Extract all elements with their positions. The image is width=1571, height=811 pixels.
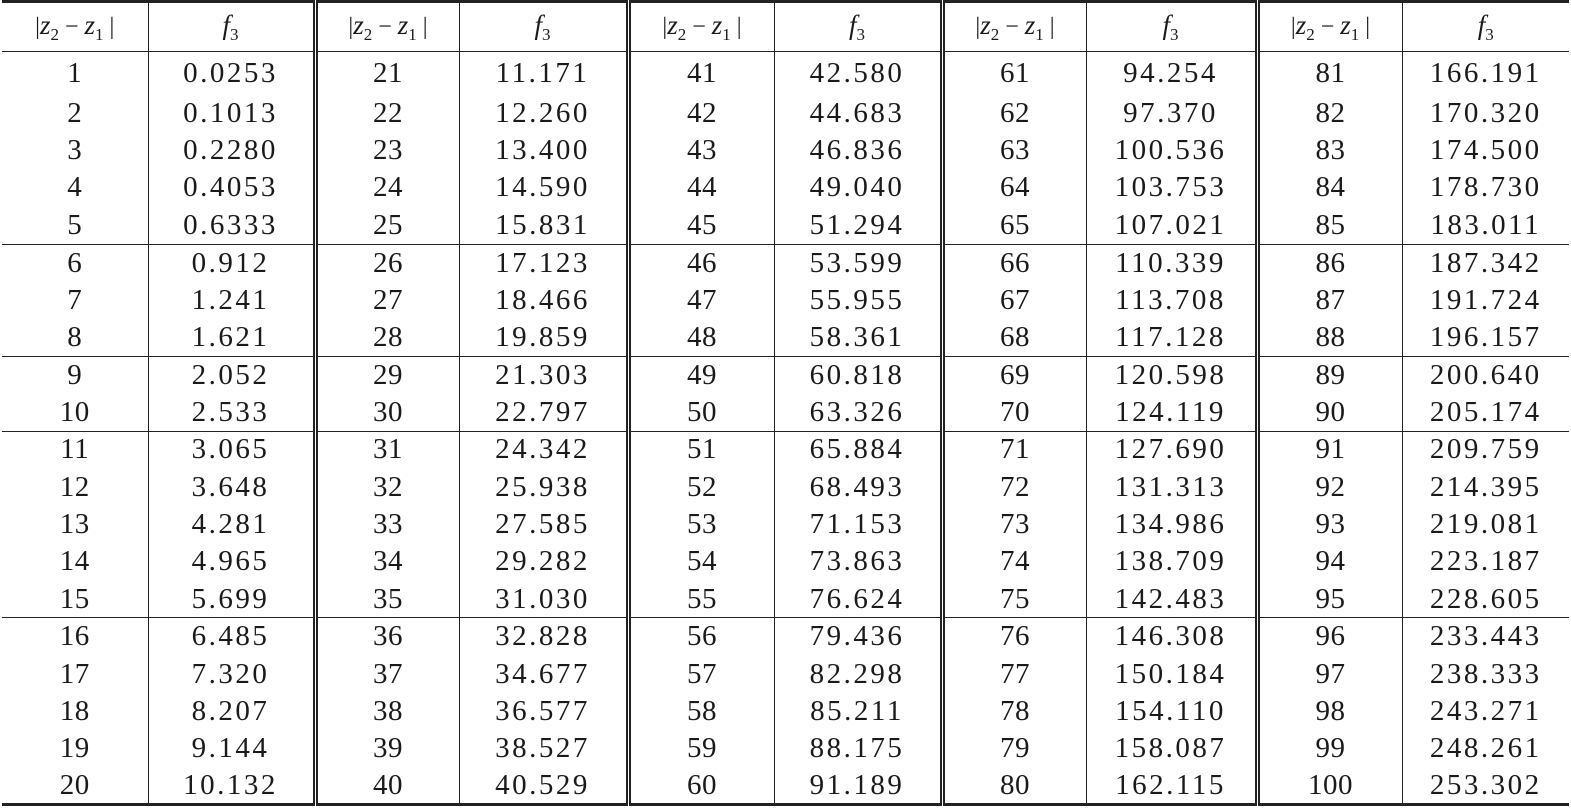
header-f-sub: 3 (856, 24, 865, 44)
f3-value-cell: 22.797 (459, 394, 628, 431)
f3-value-cell: 124.119 (1086, 394, 1257, 431)
z-diff-cell: 33 (315, 506, 459, 543)
f3-value-cell: 13.400 (459, 132, 628, 169)
f3-value-cell: 8.207 (148, 693, 315, 730)
f3-value-cell: 100.536 (1086, 132, 1257, 169)
z-diff-cell: 99 (1257, 730, 1402, 767)
header-z-part: | (348, 13, 354, 40)
f3-value-cell: 200.640 (1402, 356, 1569, 393)
f3-value-cell: 178.730 (1429, 171, 1542, 204)
f3-value-cell: 150.184 (1086, 655, 1257, 692)
z-diff-cell: 78 (942, 693, 1086, 730)
z-diff-cell: 26 (315, 244, 459, 281)
f3-value-cell: 154.110 (1086, 693, 1257, 730)
z-diff-cell: 7 (2, 281, 148, 318)
f3-value-cell: 9.144 (148, 730, 315, 767)
header-f3-1 (148, 2, 315, 52)
z-diff-cell: 69 (942, 356, 1086, 393)
z-diff-cell: 40 (315, 768, 459, 805)
f3-value-cell: 58.361 (774, 319, 942, 356)
f3-value-cell: 94.254 (1086, 52, 1257, 95)
z-diff-cell: 49 (628, 356, 774, 393)
z-diff-cell: 60 (628, 768, 774, 805)
header-f-part: f (1162, 9, 1170, 40)
f3-value-cell: 3.648 (148, 468, 315, 505)
z-diff-cell: 9 (2, 356, 148, 393)
z-diff-cell: 38 (315, 693, 459, 730)
f3-value-cell: 131.313 (1086, 468, 1257, 505)
f3-value-cell: 24.342 (459, 431, 628, 468)
z-diff-cell: 32 (315, 468, 459, 505)
z-diff-cell: 50 (628, 394, 774, 431)
table-row (2, 543, 1569, 580)
z-diff-cell: 75 (942, 581, 1086, 618)
z-diff-cell: 25 (315, 207, 459, 244)
table-row (2, 52, 1569, 95)
header-f-sub: 3 (1485, 24, 1494, 44)
z-diff-cell: 55 (628, 581, 774, 618)
f3-value-cell: 170.320 (1429, 96, 1542, 129)
header-f-part: f (534, 9, 542, 40)
header-z-part: 2 (50, 24, 59, 44)
f3-value-cell: 209.759 (1402, 431, 1569, 468)
f3-value-cell: 107.021 (1086, 207, 1257, 244)
f3-value-cell: 191.724 (1429, 283, 1542, 316)
f3-value-cell: 21.303 (459, 356, 628, 393)
f3-value-cell: 46.836 (774, 132, 942, 169)
f3-value-cell: 17.123 (459, 244, 628, 281)
f3-value-cell: 71.153 (774, 506, 942, 543)
z-diff-cell: 92 (1257, 468, 1402, 505)
header-f-part: f (222, 9, 230, 40)
header-z-diff-1 (2, 2, 148, 52)
f3-value-cell: 120.598 (1086, 356, 1257, 393)
z-diff-cell: 64 (942, 169, 1086, 206)
header-z-part: z (1024, 9, 1036, 40)
f3-value-cell: 27.585 (459, 506, 628, 543)
z-diff-cell: 1 (2, 52, 148, 95)
f3-value-cell: 79.436 (774, 618, 942, 655)
z-diff-cell: 77 (942, 655, 1086, 692)
header-z-part: 1 (722, 24, 731, 44)
header-z-part: z (711, 9, 723, 40)
f3-value-cell: 6.485 (148, 618, 315, 655)
f3-value-cell: 233.443 (1402, 618, 1569, 655)
table-row (2, 207, 1569, 244)
z-diff-cell: 3 (2, 132, 148, 169)
f3-value-cell: 2.533 (148, 394, 315, 431)
z-diff-cell: 72 (942, 468, 1086, 505)
header-f-sub: 3 (542, 24, 551, 44)
f3-value-cell: 63.326 (774, 394, 942, 431)
header-f3-5 (1402, 2, 1569, 52)
f3-value-table (2, 0, 1569, 806)
table-row (2, 506, 1569, 543)
header-z-part: | (103, 13, 115, 40)
header-z-part: 2 (363, 24, 373, 44)
f3-value-cell: 187.342 (1402, 244, 1569, 281)
z-diff-cell: 57 (628, 655, 774, 692)
z-diff-cell: 22 (315, 95, 459, 132)
z-diff-cell: 21 (315, 52, 459, 95)
header-z-part: − (686, 13, 712, 40)
table-row (2, 95, 1569, 132)
z-diff-cell: 46 (628, 244, 774, 281)
f3-value-cell: 196.157 (1429, 320, 1542, 353)
header-z-part: z (667, 9, 678, 40)
header-z-part: 1 (1035, 24, 1044, 44)
f3-value-cell: 0.912 (148, 244, 315, 281)
z-diff-cell: 81 (1257, 52, 1402, 95)
z-diff-cell: 18 (2, 693, 148, 730)
f3-value-cell: 0.0253 (148, 52, 315, 95)
f3-value-cell: 91.189 (774, 768, 942, 805)
z-diff-cell: 16 (2, 618, 148, 655)
f3-value-cell: 19.859 (459, 319, 628, 356)
f3-value-cell: 73.863 (774, 543, 942, 580)
header-z-part: 2 (677, 24, 687, 44)
z-diff-cell: 30 (315, 394, 459, 431)
header-f3-4 (1086, 2, 1257, 52)
f3-value-cell: 3.065 (148, 431, 315, 468)
table-body (2, 52, 1569, 805)
header-z-part: | (1290, 13, 1296, 40)
header-f3-3 (774, 2, 942, 52)
z-diff-cell: 88 (1257, 319, 1402, 356)
header-z-part: z (980, 9, 991, 40)
header-z-part: 2 (1306, 24, 1315, 44)
table-row (2, 618, 1569, 655)
header-z-part: z (39, 9, 51, 40)
z-diff-cell: 73 (942, 506, 1086, 543)
f3-value-cell: 228.605 (1429, 582, 1542, 615)
z-diff-cell: 28 (315, 319, 459, 356)
f3-value-cell: 113.708 (1086, 281, 1257, 318)
z-diff-cell: 37 (315, 655, 459, 692)
f3-value-cell: 174.500 (1429, 134, 1542, 167)
f3-value-cell: 42.580 (774, 52, 942, 95)
z-diff-cell: 48 (628, 319, 774, 356)
z-diff-cell: 19 (2, 730, 148, 767)
f3-value-cell: 238.333 (1429, 657, 1542, 690)
z-diff-cell: 17 (2, 655, 148, 692)
f3-value-cell: 4.965 (148, 543, 315, 580)
f3-value-cell: 32.828 (459, 618, 628, 655)
table-row (2, 431, 1569, 468)
f3-value-cell: 12.260 (459, 95, 628, 132)
table-row (2, 394, 1569, 431)
z-diff-cell: 8 (2, 319, 148, 356)
f3-value-cell: 15.831 (459, 207, 628, 244)
f3-value-cell: 18.466 (459, 281, 628, 318)
table-row (2, 169, 1569, 206)
header-z-part: z (397, 9, 409, 40)
header-z-part: − (58, 13, 85, 40)
table-row (2, 730, 1569, 767)
header-z-part: | (35, 13, 40, 40)
z-diff-cell: 61 (942, 52, 1086, 95)
z-diff-cell: 96 (1257, 618, 1402, 655)
header-z-part: 1 (95, 24, 104, 44)
table-row (2, 281, 1569, 318)
f3-value-cell: 142.483 (1086, 581, 1257, 618)
z-diff-cell: 65 (942, 207, 1086, 244)
f3-value-cell: 34.677 (459, 655, 628, 692)
f3-value-cell: 243.271 (1429, 694, 1542, 727)
z-diff-cell: 41 (628, 52, 774, 95)
f3-value-cell: 14.590 (459, 169, 628, 206)
z-diff-cell: 24 (315, 169, 459, 206)
z-diff-cell: 12 (2, 468, 148, 505)
z-diff-cell: 71 (942, 431, 1086, 468)
z-diff-cell: 11 (2, 431, 148, 468)
f3-value-cell: 158.087 (1086, 730, 1257, 767)
f3-value-cell: 10.132 (148, 768, 315, 805)
header-z-part: − (372, 13, 398, 40)
f3-value-cell: 82.298 (774, 655, 942, 692)
z-diff-cell: 100 (1257, 768, 1402, 805)
f3-value-cell: 36.577 (459, 693, 628, 730)
z-diff-cell: 82 (1257, 95, 1402, 132)
z-diff-cell: 45 (628, 207, 774, 244)
f3-value-cell: 0.2280 (148, 132, 315, 169)
header-z-part: − (999, 13, 1025, 40)
z-diff-cell: 29 (315, 356, 459, 393)
z-diff-cell: 27 (315, 281, 459, 318)
z-diff-cell: 68 (942, 319, 1086, 356)
header-z-part: 1 (1350, 24, 1360, 44)
z-diff-cell: 2 (2, 95, 148, 132)
f3-value-cell: 29.282 (459, 543, 628, 580)
z-diff-cell: 66 (942, 244, 1086, 281)
header-z-part: z (1295, 9, 1307, 40)
f3-value-cell: 110.339 (1086, 244, 1257, 281)
header-z-part: | (1043, 13, 1055, 40)
z-diff-cell: 35 (315, 581, 459, 618)
f3-value-cell: 146.308 (1086, 618, 1257, 655)
f3-value-cell: 49.040 (774, 169, 942, 206)
table-row (2, 468, 1569, 505)
z-diff-cell: 89 (1257, 356, 1402, 393)
header-z-part: z (1340, 9, 1351, 40)
header-z-diff-2 (315, 2, 459, 52)
f3-value-cell: 205.174 (1429, 395, 1542, 428)
f3-value-cell: 5.699 (148, 581, 315, 618)
z-diff-cell: 62 (942, 95, 1086, 132)
z-diff-cell: 36 (315, 618, 459, 655)
header-z-part: 2 (990, 24, 1000, 44)
z-diff-cell: 52 (628, 468, 774, 505)
header-z-part: − (1314, 13, 1341, 40)
table-row (2, 132, 1569, 169)
header-f3-2 (459, 2, 628, 52)
f3-value-cell: 253.302 (1402, 768, 1569, 805)
f3-value-cell: 25.938 (459, 468, 628, 505)
f3-value-cell: 76.624 (774, 581, 942, 618)
header-z-diff-3 (628, 2, 774, 52)
z-diff-cell: 76 (942, 618, 1086, 655)
header-z-part: | (1359, 13, 1371, 40)
table-row (2, 581, 1569, 618)
z-diff-cell: 20 (2, 768, 148, 805)
z-diff-cell: 4 (2, 169, 148, 206)
z-diff-cell: 43 (628, 132, 774, 169)
table-row (2, 768, 1569, 805)
z-diff-cell: 13 (2, 506, 148, 543)
table-row (2, 356, 1569, 393)
z-diff-cell: 70 (942, 394, 1086, 431)
f3-value-cell: 183.011 (1430, 208, 1542, 241)
z-diff-cell: 74 (942, 543, 1086, 580)
f3-value-cell: 97.370 (1086, 95, 1257, 132)
z-diff-cell: 83 (1257, 132, 1402, 169)
f3-value-cell: 248.261 (1429, 732, 1542, 765)
f3-value-cell: 11.171 (459, 52, 628, 95)
f3-value-cell: 138.709 (1086, 543, 1257, 580)
f3-value-cell: 223.187 (1429, 545, 1542, 578)
f3-value-cell: 219.081 (1429, 507, 1542, 540)
f3-value-cell: 166.191 (1429, 56, 1542, 89)
table-row (2, 655, 1569, 692)
f3-value-cell: 214.395 (1429, 470, 1542, 503)
header-f-part: f (848, 9, 857, 40)
z-diff-cell: 97 (1257, 655, 1402, 692)
f3-value-cell: 44.683 (774, 95, 942, 132)
f3-value-cell: 60.818 (774, 356, 942, 393)
f3-value-cell: 88.175 (774, 730, 942, 767)
f3-value-cell: 1.241 (148, 281, 315, 318)
z-diff-cell: 93 (1257, 506, 1402, 543)
header-z-part: z (84, 9, 96, 40)
header-z-part: z (353, 9, 364, 40)
table-row (2, 244, 1569, 281)
f3-value-cell: 53.599 (774, 244, 942, 281)
f3-value-cell: 127.690 (1086, 431, 1257, 468)
header-f-sub: 3 (1170, 24, 1179, 44)
header-z-diff-5 (1257, 2, 1402, 52)
f3-value-cell: 162.115 (1086, 768, 1257, 805)
f3-value-cell: 0.4053 (148, 169, 315, 206)
z-diff-cell: 53 (628, 506, 774, 543)
z-diff-cell: 91 (1257, 431, 1402, 468)
z-diff-cell: 10 (2, 394, 148, 431)
z-diff-cell: 42 (628, 95, 774, 132)
z-diff-cell: 34 (315, 543, 459, 580)
z-diff-cell: 44 (628, 169, 774, 206)
f3-value-cell: 0.1013 (148, 95, 315, 132)
z-diff-cell: 14 (2, 543, 148, 580)
header-row (2, 2, 1569, 52)
header-f-part: f (1477, 9, 1486, 40)
header-z-part: 1 (408, 24, 417, 44)
f3-value-cell: 38.527 (459, 730, 628, 767)
f3-value-cell: 4.281 (148, 506, 315, 543)
z-diff-cell: 98 (1257, 693, 1402, 730)
z-diff-cell: 87 (1257, 281, 1402, 318)
z-diff-cell: 67 (942, 281, 1086, 318)
header-z-part: | (662, 13, 668, 40)
z-diff-cell: 6 (2, 244, 148, 281)
f3-value-cell: 68.493 (774, 468, 942, 505)
header-z-part: | (416, 13, 428, 40)
z-diff-cell: 54 (628, 543, 774, 580)
z-diff-cell: 58 (628, 693, 774, 730)
z-diff-cell: 84 (1257, 169, 1402, 206)
f3-value-cell: 2.052 (148, 356, 315, 393)
table-row (2, 319, 1569, 356)
z-diff-cell: 94 (1257, 543, 1402, 580)
z-diff-cell: 31 (315, 431, 459, 468)
f3-value-cell: 134.986 (1086, 506, 1257, 543)
z-diff-cell: 47 (628, 281, 774, 318)
header-z-part: | (730, 13, 742, 40)
f3-value-cell: 65.884 (774, 431, 942, 468)
z-diff-cell: 56 (628, 618, 774, 655)
z-diff-cell: 5 (2, 207, 148, 244)
z-diff-cell: 86 (1257, 244, 1402, 281)
table-row (2, 693, 1569, 730)
z-diff-cell: 79 (942, 730, 1086, 767)
header-z-part: | (975, 13, 981, 40)
z-diff-cell: 90 (1257, 394, 1402, 431)
z-diff-cell: 59 (628, 730, 774, 767)
f3-value-cell: 0.6333 (148, 207, 315, 244)
f3-value-cell: 1.621 (148, 319, 315, 356)
header-f-sub: 3 (230, 24, 239, 44)
z-diff-cell: 51 (628, 431, 774, 468)
f3-value-cell: 117.128 (1086, 319, 1257, 356)
f3-value-cell: 55.955 (774, 281, 942, 318)
f3-value-cell: 51.294 (774, 207, 942, 244)
z-diff-cell: 15 (2, 581, 148, 618)
f3-value-cell: 85.211 (774, 693, 942, 730)
header-z-diff-4 (942, 2, 1086, 52)
z-diff-cell: 95 (1257, 581, 1402, 618)
f3-value-cell: 7.320 (148, 655, 315, 692)
z-diff-cell: 85 (1257, 207, 1402, 244)
f3-value-cell: 103.753 (1086, 169, 1257, 206)
f3-value-cell: 31.030 (459, 581, 628, 618)
z-diff-cell: 63 (942, 132, 1086, 169)
z-diff-cell: 80 (942, 768, 1086, 805)
z-diff-cell: 23 (315, 132, 459, 169)
f3-value-cell: 40.529 (459, 768, 628, 805)
z-diff-cell: 39 (315, 730, 459, 767)
